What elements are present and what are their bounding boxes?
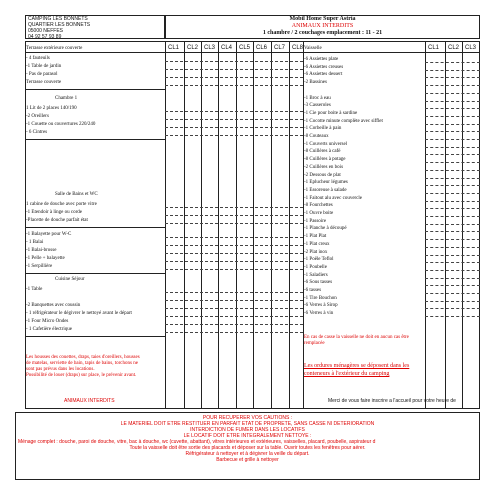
inventory-item: - 6 Cintres <box>26 130 48 135</box>
check-row-line <box>425 293 480 294</box>
inventory-item: -6 Assiettes plate <box>304 57 339 62</box>
check-row-line <box>425 170 480 171</box>
inventory-item: -1 Poêle Teflol <box>304 257 334 263</box>
inventory-item: -1 Planche à découpé <box>304 226 347 232</box>
check-row-line <box>425 85 480 86</box>
check-row-line <box>425 285 480 286</box>
column-divider <box>289 41 290 409</box>
inventory-item: -1 Plat Plat <box>304 234 327 240</box>
check-row-line <box>165 135 303 136</box>
check-row-line <box>165 237 303 238</box>
inventory-item: -Placette de douche parfait état <box>26 218 88 223</box>
footer-line: INTERDICTION DE FUMER DANS LES LOCATIFS <box>190 427 305 433</box>
deposit-conditions <box>15 412 480 480</box>
inventory-item: -6 Assiettes dessert <box>304 72 343 78</box>
check-row-line <box>165 85 303 86</box>
check-row-line <box>165 127 303 128</box>
footer-line: Toute la vaisselle doit être sortie des placards et déposer sur la table. Ouvrir toutes les fenêtres pour aérer. <box>129 445 366 451</box>
column-divider <box>445 41 446 409</box>
inventory-item: -1 Corbeille à pain <box>304 126 342 132</box>
inventory-item: -1 Couverts universel <box>304 141 348 147</box>
section-title: Salle de Bains et WC <box>55 192 98 197</box>
inventory-item: -8 Couteaux <box>304 134 329 139</box>
inventory-item: -8 Fourchettes <box>304 203 333 209</box>
note-line: Possibilité de louer (draps) sur place, le prévenir avant. <box>26 373 137 378</box>
check-row-line <box>425 139 480 140</box>
pets-banned-note: ANIMAUX INTERDITS <box>64 398 115 404</box>
inventory-item: -1 Ouvre boite <box>304 211 334 216</box>
footer-line: Ménage complet : douche, paroi de douche, vitre, bac à douche, wc (cuvette, abattant), vitres intérieures et extérieures, vaisselles, placard, poubelle, aspirateur d <box>18 439 376 445</box>
column-header: CL1 <box>167 45 179 51</box>
column-divider <box>462 41 463 409</box>
org-line: 04 92 57 93 89 <box>28 34 62 40</box>
inventory-item: -1 Eplucheur légumes <box>304 180 348 186</box>
inventory-item: -1 Cie pour boite à sardine <box>304 110 358 116</box>
note-line: sont pas prévus dans les locations. <box>26 367 95 372</box>
check-row-line <box>425 154 480 155</box>
inventory-item: -1 Cocotte minute complète avec sifflet <box>304 118 383 124</box>
column-header: CL3 <box>203 45 215 51</box>
column-header: CL1 <box>427 45 439 51</box>
inventory-item: -2 Bassines <box>304 80 327 86</box>
check-row-line <box>425 101 480 102</box>
check-row-line <box>165 300 303 301</box>
check-row-line <box>425 193 480 194</box>
inventory-item: -8 Cuillères à potage <box>304 157 346 163</box>
column-divider <box>184 41 185 409</box>
column-divider <box>165 41 166 409</box>
inventory-item: -2 Banquettes avec coussin <box>26 303 81 308</box>
check-row-line <box>425 108 480 109</box>
inventory-item: -1 Essoreuse à salade <box>304 187 347 193</box>
footer-line: Barbecue et grille à nettoyer <box>216 457 279 463</box>
page-subtitle: ANIMAUX INTERDITS <box>291 23 354 29</box>
footer-line: POUR RECUPERER VOS CAUTIONS : <box>202 415 293 421</box>
check-row-line <box>425 77 480 78</box>
linen-note <box>26 355 140 379</box>
inventory-item: -1 Table <box>26 287 43 292</box>
inventory-item: -1 Tire Bouchon <box>304 295 337 301</box>
column-divider <box>271 41 272 409</box>
section-divider <box>25 227 165 228</box>
inventory-item: -2 Cuillères en bois <box>304 164 344 170</box>
check-row-line <box>425 162 480 163</box>
inventory-item: -2 Oreillers <box>26 114 49 119</box>
note-line: de matelas, serviette de bain, tapis de bains, torchons ne <box>26 361 138 366</box>
note-line: remplacée <box>304 341 325 346</box>
check-row-line <box>425 208 480 209</box>
check-row-line <box>425 224 480 225</box>
header-title-block <box>165 15 480 39</box>
check-row-line <box>425 70 480 71</box>
check-row-line <box>425 301 480 302</box>
column-divider <box>236 41 237 409</box>
column-divider <box>425 41 426 409</box>
column-header: CL4 <box>220 45 232 51</box>
inventory-item: 1 cabine de douche avec porte vitre <box>26 202 97 207</box>
column-header: CL5 <box>238 45 250 51</box>
check-row-line <box>425 131 480 132</box>
inventory-item: -1 Balai-brosse <box>26 248 57 253</box>
inventory-item: - 1 Cafetière électrique <box>26 327 72 332</box>
inventory-item: Terrasse couverte <box>26 80 62 85</box>
note-line: En cas de casse la vaisselle ne doit en aucun cas être <box>304 335 409 340</box>
inventory-item: -1 Four Micro Ondes <box>26 319 69 324</box>
inventory-item: -6 Sous tasses <box>304 280 333 286</box>
column-header: CL2 <box>447 45 459 51</box>
check-row-line <box>165 245 303 246</box>
inventory-item: -1 Table de jardin <box>26 64 62 69</box>
footer-line: LE MATERIEL DOIT ETRE RESTITUER EN PARFAIT ETAT DE PROPRETE, SANS CASSE NI DETERIORATION <box>120 421 375 427</box>
check-row-line <box>425 93 480 94</box>
booking-note: Merci de vous faire inscrire a l'accueil pour votre heure de <box>328 398 456 404</box>
check-row-line <box>165 324 303 325</box>
column-header: CL6 <box>255 45 267 51</box>
check-row-line <box>165 253 303 254</box>
inventory-item: -8 Cuillères à café <box>304 149 341 155</box>
inventory-item: -1 Couette ou couvertures 220/240 <box>26 122 96 127</box>
inventory-item: -6 tasses <box>304 288 322 293</box>
check-row-line <box>425 116 480 117</box>
inventory-item: - 1 Balai <box>26 240 44 245</box>
check-row-line <box>425 185 480 186</box>
section-divider <box>25 139 165 140</box>
inventory-item: -2 Plat inox <box>304 249 328 255</box>
note-line: Les housses des couettes, draps, taies d'oreillers, housses <box>26 355 140 360</box>
inventory-item: 1 Lit de 2 places 140/190 <box>26 106 77 111</box>
garbage-note <box>304 362 409 378</box>
inventory-item: -1 Faitout alu avec couvercle <box>304 195 363 201</box>
check-row-line <box>425 201 480 202</box>
inventory-item: -1 Poubelle <box>304 264 327 270</box>
column-header: CL7 <box>273 45 285 51</box>
check-row-line <box>425 231 480 232</box>
check-row-line <box>165 61 303 62</box>
check-row-line <box>165 119 303 120</box>
column-divider <box>253 41 254 409</box>
check-row-line <box>165 77 303 78</box>
column-header: CL2 <box>186 45 198 51</box>
check-row-line <box>425 62 480 63</box>
check-row-line <box>165 292 303 293</box>
section-divider <box>25 336 165 337</box>
inventory-item: -1 Plat creux <box>304 241 330 247</box>
section-divider <box>25 273 165 274</box>
check-row-line <box>425 178 480 179</box>
check-row-line <box>425 270 480 271</box>
section-title: Chambre 1 <box>55 96 78 101</box>
inventory-item: -6 Verres à vin <box>304 311 334 317</box>
section-title: Vaisselle <box>304 46 322 51</box>
inventory-item: -1 Saladiers <box>304 272 328 278</box>
check-row-line <box>165 332 303 333</box>
check-row-line <box>165 207 303 208</box>
check-row-line <box>165 223 303 224</box>
check-row-line <box>165 308 303 309</box>
breakage-note <box>304 335 409 347</box>
inventory-item: -3 Casseroles <box>304 103 331 109</box>
check-row-line <box>165 69 303 70</box>
check-row-line <box>425 124 480 125</box>
check-row-line <box>425 147 480 148</box>
inventory-item: -1 Etendoir à linge ou corde <box>26 210 82 215</box>
footer-line: Réfrigérateur à nettoyer et à dégivrer la veille du départ. <box>185 451 310 457</box>
check-row-line <box>425 255 480 256</box>
note-line: conteneurs à l'extérieur du camping <box>304 371 390 377</box>
check-row-line <box>165 261 303 262</box>
section-divider <box>25 89 165 90</box>
inventory-item: -1 Broc à eau <box>304 95 331 101</box>
check-row-line <box>425 278 480 279</box>
header-org-block <box>25 15 165 39</box>
check-row-line <box>425 216 480 217</box>
note-line: Les ordures ménagères se déposent dans les <box>304 363 410 369</box>
inventory-item: - Pas de parasol <box>26 72 58 77</box>
check-row-line <box>425 308 480 309</box>
inventory-item: -2 Dessous de plat <box>304 172 341 178</box>
inventory-item: - 4 fauteuils <box>26 56 50 61</box>
check-row-line <box>165 269 303 270</box>
inventory-item: -1 Passoire <box>304 218 327 224</box>
check-row-line <box>425 316 480 317</box>
check-row-line <box>165 316 303 317</box>
page-title: Mobil Home Super Astria <box>289 16 356 22</box>
column-divider <box>201 41 202 409</box>
column-divider <box>218 41 219 409</box>
inventory-item: -1 Serpillière <box>26 264 53 269</box>
check-row-line <box>425 239 480 240</box>
room-info: 1 chambre / 2 couchages emplacement : 11 - 21 <box>262 30 383 36</box>
check-row-line <box>425 247 480 248</box>
header-row-divider <box>25 52 480 53</box>
inventory-item: -6 Verres à Sirop <box>304 303 338 309</box>
inventory-item: -6 Assiettes creuses <box>304 64 344 70</box>
inventory-item: -1 Pelle + balayette <box>26 256 65 261</box>
column-header: CL8 <box>291 45 303 51</box>
check-row-line <box>425 262 480 263</box>
inventory-item: -1 Balayette pour W-C <box>26 232 72 237</box>
section-title: Terrasse extérieure couverte <box>26 46 83 51</box>
org-line: 05000 NEFFES <box>28 28 64 34</box>
org-line: CAMPING LES BONNETS <box>28 16 88 22</box>
footer-line: LE LOCATIF DOIT ETRE INTEGRALEMENT NETTOYE : <box>183 433 312 439</box>
inventory-item: - 1 réfrigérateur le dégivrer le nettoyé avant le départ <box>26 311 132 316</box>
check-row-line <box>165 111 303 112</box>
column-header: CL3 <box>464 45 476 51</box>
section-title: Cuisine Séjour <box>55 277 85 282</box>
org-line: QUARTIER LES BONNETS <box>28 22 91 28</box>
check-row-line <box>165 215 303 216</box>
